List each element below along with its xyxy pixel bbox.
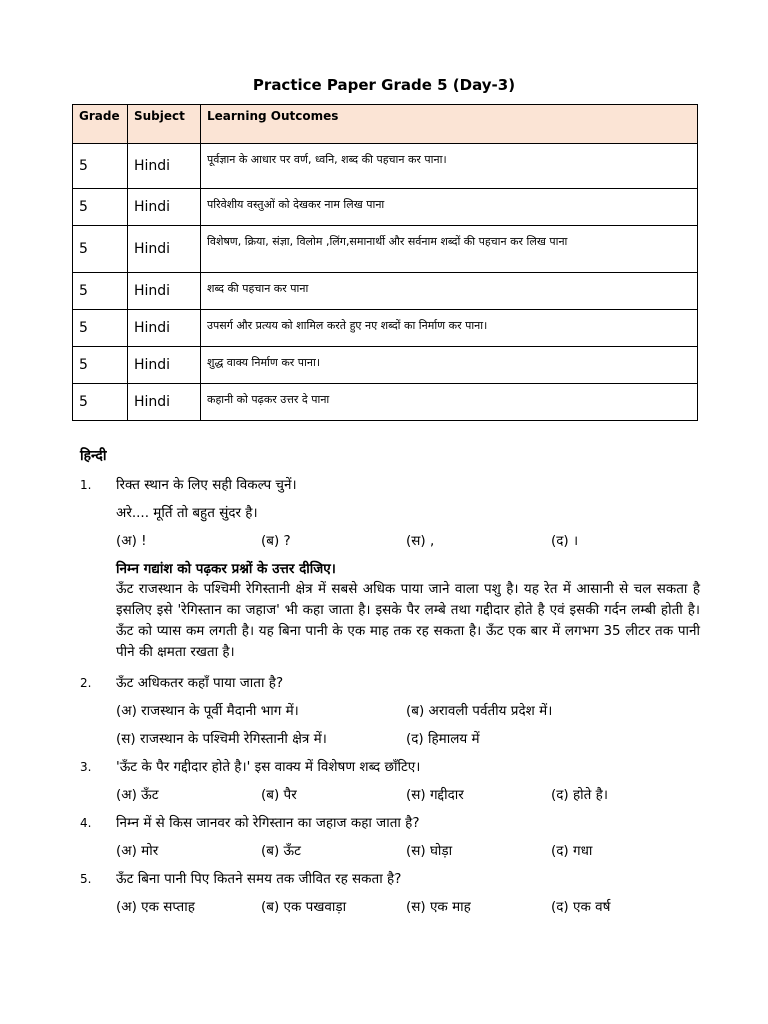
option-c: (स) , xyxy=(406,533,435,549)
question-1-sentence: अरे.... मूर्ति तो बहुत सुंदर है। xyxy=(116,505,258,521)
subject-cell: Hindi xyxy=(128,310,201,347)
question-1 xyxy=(80,475,700,495)
option-a: (अ) मोर xyxy=(116,843,159,859)
option-a: (अ) ऊँट xyxy=(116,787,159,803)
question-2-options-row-1 xyxy=(80,701,700,721)
outcome-cell: परिवेशीय वस्तुओं को देखकर नाम लिख पाना xyxy=(201,189,698,226)
option-a: (अ) ! xyxy=(116,533,147,549)
option-d: (द) हिमालय में xyxy=(406,731,480,747)
option-a: (अ) एक सप्ताह xyxy=(116,899,195,915)
question-text: ऊँट बिना पानी पिए कितने समय तक जीवित रह सकता है? xyxy=(116,871,402,887)
subject-cell: Hindi xyxy=(128,189,201,226)
header-subject: Subject xyxy=(128,105,201,144)
question-text: रिक्त स्थान के लिए सही विकल्प चुनें। xyxy=(116,477,297,493)
passage-title: निम्न गद्यांश को पढ़कर प्रश्नों के उत्तर दीजिए। xyxy=(116,561,336,577)
subject-cell: Hindi xyxy=(128,384,201,421)
question-number: 1. xyxy=(80,478,92,492)
question-2 xyxy=(80,673,700,693)
question-4 xyxy=(80,813,700,833)
table-row xyxy=(73,144,698,189)
outcome-cell: शब्द की पहचान कर पाना xyxy=(201,273,698,310)
page-title: Practice Paper Grade 5 (Day-3) xyxy=(252,76,516,94)
question-5 xyxy=(80,869,700,889)
outcome-cell: विशेषण, क्रिया, संज्ञा, विलोम ,लिंग,समानार्थी और सर्वनाम शब्दों की पहचान कर लिख पाना xyxy=(201,226,698,273)
option-c: (स) गद्दीदार xyxy=(406,787,464,803)
header-learning-outcomes: Learning Outcomes xyxy=(201,105,698,144)
table-row xyxy=(73,273,698,310)
question-text: 'ऊँट के पैर गद्दीदार होते है।' इस वाक्य में विशेषण शब्द छाँटिए। xyxy=(116,759,421,775)
option-d: (द) गधा xyxy=(551,843,593,859)
question-2-options-row-2 xyxy=(80,729,700,749)
grade-cell: 5 xyxy=(73,189,128,226)
question-text: ऊँट अधिकतर कहाँ पाया जाता है? xyxy=(116,675,284,691)
question-4-options xyxy=(80,841,700,861)
questions-section xyxy=(80,446,700,925)
grade-cell: 5 xyxy=(73,310,128,347)
grade-cell: 5 xyxy=(73,226,128,273)
question-5-options xyxy=(80,897,700,917)
learning-outcomes-table xyxy=(72,104,698,421)
option-d: (द) एक वर्ष xyxy=(551,899,611,915)
outcome-cell: कहानी को पढ़कर उत्तर दे पाना xyxy=(201,384,698,421)
grade-cell: 5 xyxy=(73,144,128,189)
subject-cell: Hindi xyxy=(128,347,201,384)
grade-cell: 5 xyxy=(73,347,128,384)
option-b: (ब) एक पखवाड़ा xyxy=(261,899,347,915)
question-number: 3. xyxy=(80,760,92,774)
question-number: 4. xyxy=(80,816,92,830)
table-row xyxy=(73,189,698,226)
option-b: (ब) अरावली पर्वतीय प्रदेश में। xyxy=(406,703,553,719)
header-grade: Grade xyxy=(73,105,128,144)
outcome-cell: शुद्ध वाक्य निर्माण कर पाना। xyxy=(201,347,698,384)
passage-text: ऊँट राजस्थान के पश्चिमी रेगिस्तानी क्षेत्र में सबसे अधिक पाया जाने वाला पशु है। यह रेत में आसानी से चल सकता है इसलिए इसे 'रेगिस्तान का जहाज' भी कहा जाता है। इसके पैर लम्बे तथा गद्दीदार होते है एवं इसकी गर्दन लम्बी होती है। ऊँट को प्यास कम लगती है। यह बिना पानी के एक माह तक रह सकता है। ऊँट एक बार में लगभग 35 लीटर तक पानी पीने की क्षमता रखता है। xyxy=(116,581,700,660)
subject-cell: Hindi xyxy=(128,144,201,189)
section-heading: हिन्दी xyxy=(80,448,107,464)
table-row xyxy=(73,384,698,421)
question-1-options xyxy=(80,531,700,551)
question-text: निम्न में से किस जानवर को रेगिस्तान का जहाज कहा जाता है? xyxy=(116,815,420,831)
subject-cell: Hindi xyxy=(128,273,201,310)
outcome-cell: पूर्वज्ञान के आधार पर वर्ण, ध्वनि, शब्द की पहचान कर पाना। xyxy=(201,144,698,189)
question-number: 2. xyxy=(80,676,92,690)
grade-cell: 5 xyxy=(73,384,128,421)
option-b: (ब) ऊँट xyxy=(261,843,301,859)
outcome-cell: उपसर्ग और प्रत्यय को शामिल करते हुए नए शब्दों का निर्माण कर पाना। xyxy=(201,310,698,347)
option-a: (अ) राजस्थान के पूर्वी मैदानी भाग में। xyxy=(116,703,299,719)
option-b: (ब) पैर xyxy=(261,787,297,803)
question-3 xyxy=(80,757,700,777)
option-c: (स) एक माह xyxy=(406,899,471,915)
option-d: (द) । xyxy=(551,533,579,549)
option-b: (ब) ? xyxy=(261,533,291,549)
table-row xyxy=(73,347,698,384)
option-d: (द) होते है। xyxy=(551,787,608,803)
subject-cell: Hindi xyxy=(128,226,201,273)
table-header-row xyxy=(73,105,698,144)
grade-cell: 5 xyxy=(73,273,128,310)
question-3-options xyxy=(80,785,700,805)
table-row xyxy=(73,226,698,273)
question-number: 5. xyxy=(80,872,92,886)
option-c: (स) घोड़ा xyxy=(406,843,453,859)
option-c: (स) राजस्थान के पश्चिमी रेगिस्तानी क्षेत्र में। xyxy=(116,731,327,747)
table-row xyxy=(73,310,698,347)
